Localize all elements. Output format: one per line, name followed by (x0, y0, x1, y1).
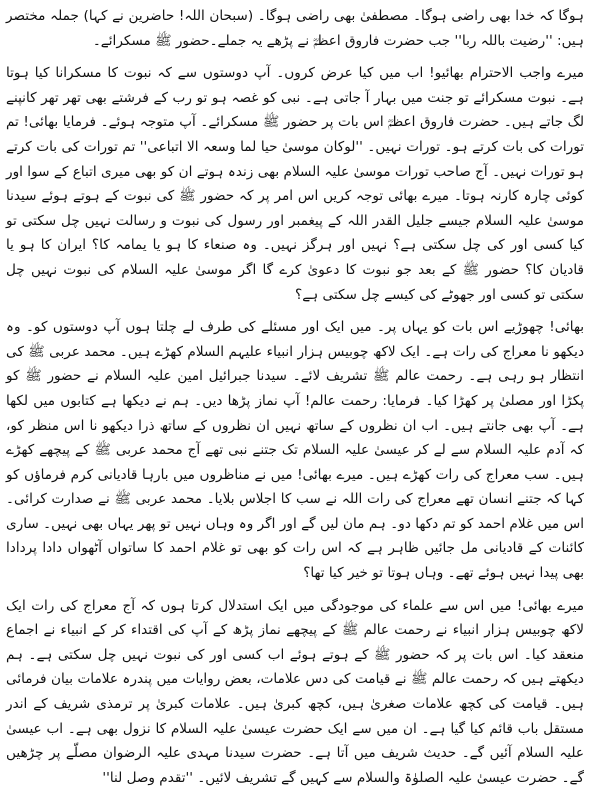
paragraph-1: ہوگا کہ خدا بھی راضی ہوگا۔ مصطفیٰ بھی راضی ہوگا۔ (سبحان اللہ! حاضرین نے کہا) جملہ مختصر ہیں: ''رضیت باللہ ربا'' جب حضرت فاروق اعظمؓ نے پڑھے یہ جملے۔حضور ﷺ مسکرائے۔ (6, 8, 584, 49)
document-page (6, 4, 584, 794)
paragraph-4: میرے بھائی! میں اس سے علماء کی موجودگی میں ایک استدلال کرتا ہوں کہ آج معراج کی رات ایک لاکھ چوبیس ہزار انبیاء نے رحمت عالم ﷺ کے پیچھے نماز پڑھ کے آپ کی اقتداء کر کے انبیاء نے اجماع منعقد کیا۔ اس بات پر کہ حضور ﷺ کے ہوتے ہوئے اب کسی اور کی نبوت نہیں چل سکتی ہے۔ ہم دیکھتے ہیں کہ رحمت عالم ﷺ نے قیامت کی دس علامات، بعض روایات میں پندرہ علامات بیان فرمائی ہیں۔ قیامت کی کچھ علامات صغریٰ ہیں، کچھ کبریٰ ہیں۔ علامات کبریٰ پر ترمذی شریف کے اندر مستقل باب قائم کیا گیا ہے۔ ان میں سے ایک حضرت عیسیٰ علیہ السلام کا نزول بھی ہے۔ اب عیسیٰ علیہ السلام آئیں گے۔ حدیث شریف میں آتا ہے۔ حضرت سیدنا مہدی علیہ الرضوان مصلّے پر چڑھیں گے۔ حضرت عیسیٰ علیہ الصلوٰۃ والسلام سے کہیں گے تشریف لائیں۔ ''تقدم وصل لنا'' (6, 597, 584, 786)
paragraph-3: بھائی! چھوڑیے اس بات کو یہاں پر۔ میں ایک اور مسئلے کی طرف لے چلتا ہوں آپ دوستوں کو۔ وہ دیکھو نا معراج کی رات ہے۔ ایک لاکھ چوبیس ہزار انبیاء علیہم السلام کھڑے ہیں۔ محمد عربی ﷺ کی انتظار ہو رہی ہے۔ رحمت عالم ﷺ تشریف لائے۔ سیدنا جبرائیل امین علیہ السلام نے حضور ﷺ کو پکڑا اور مصلیٰ پر کھڑا کیا۔ فرمایا: رحمت عالم! آپ نماز پڑھا دیں۔ ہم نے دیکھا ہے کتابوں میں لکھا ہے۔ آپ بھی جانتے ہیں۔ اب ان نظروں کے ساتھ نہیں ان نظروں کے ساتھ ذرا دیکھو نا اس منظر کو، کہ آدم علیہ السلام سے لے کر عیسیٰ علیہ السلام تک جتنے نبی تھے آج محمد عربی ﷺ کے پیچھے کھڑے ہیں۔ سب معراج کی رات کھڑے ہیں۔ میرے بھائی! میں نے مناظروں میں بارہا قادیانی کرم فرماؤں کو کہا کہ جتنے انسان تھے معراج کی رات اللہ نے سب کا اجلاس بلایا۔ محمد عربی ﷺ نے صدارت کرائی۔ اس میں غلام احمد کو تم دکھا دو۔ ہم مان لیں گے اور اگر وہ وہاں نہیں تو پھر یہاں بھی نہیں۔ ساری کائنات کے قادیانی مل جائیں ظاہر ہے کہ اس رات کو بھی تو غلام احمد کا ساتواں آٹھواں دادا پردادا بھی پیدا نہیں ہوئے تھے۔ وہاں ہوتا تو خیر کیا تھا؟ (6, 319, 584, 582)
paragraph-2: میرے واجب الاحترام بھائیو! اب میں کیا عرض کروں۔ آپ دوستوں سے کہ نبوت کا مسکرانا کیا ہوتا ہے۔ نبوت مسکرائے تو جنت میں بہار آ جاتی ہے۔ نبی کو غصہ ہو تو رب کے فرشتے بھی تھر تھر کانپنے لگ جاتے ہیں۔ حضرت فاروق اعظمؓ اس بات پر حضور ﷺ مسکرائے۔ آپ متوجہ ہوئے۔ فرمایا بھائی! تم تورات کی بات کرتے ہو۔ تورات نہیں۔ ''لوکان موسیٰ حیا لما وسعہ الا اتباعی'' تم تورات کی بات کرتے ہو تورات نہیں۔ آج صاحب تورات موسیٰ علیہ السلام بھی زندہ ہوتے ان کو بھی میری اتباع کے سوا اور کوئی چارہ کارنہ ہوتا۔ میرے بھائی توجہ کریں اس امر پر کہ حضور ﷺ کی نبوت کے ہوتے ہوئے سیدنا موسیٰ علیہ السلام جیسے جلیل القدر اللہ کے پیغمبر اور رسول کی نبوت و رسالت نہیں چل سکتی تو کیا کسی اور کی چل سکتی ہے؟ نہیں اور ہرگز نہیں۔ وہ صنعاء کا ہو یا یمامہ کا؟ ایران کا ہو یا قادیان کا؟ حضور ﷺ کے بعد جو نبوت کا دعویٰ کرے گا اگر موسیٰ علیہ السلام کی نبوت نہیں چل سکتی تو کسی اور جھوٹے کی کیسے چل سکتی ہے؟ (6, 65, 584, 303)
